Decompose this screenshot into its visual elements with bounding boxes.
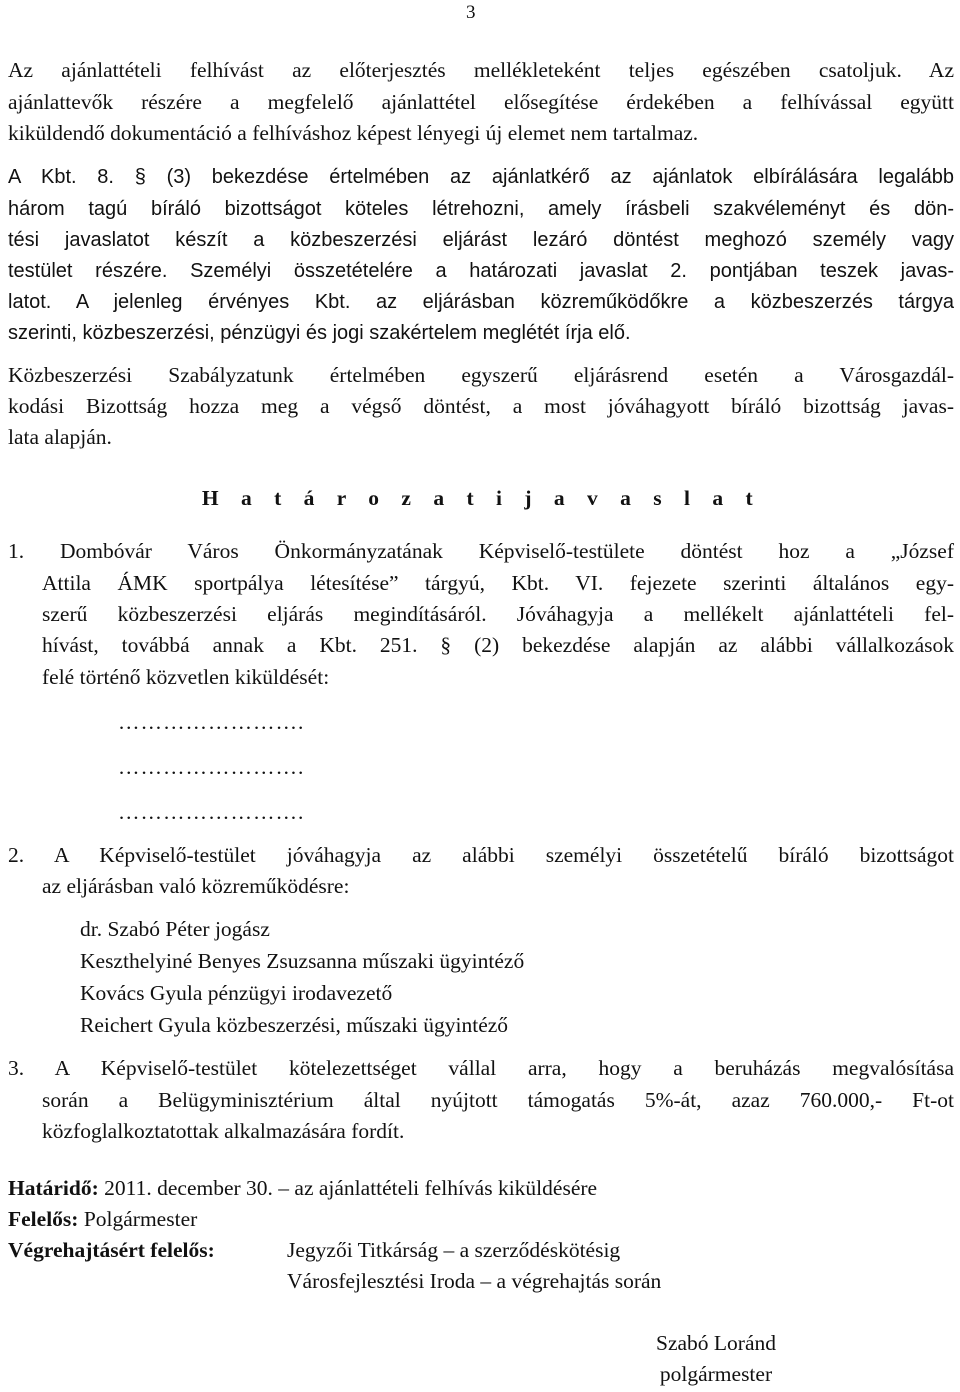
responsible-value: Polgármester xyxy=(83,1207,198,1231)
intro-line-3: kiküldendő dokumentáció a felhíváshoz képest lényegi új elemet nem tartalmaz. xyxy=(8,121,699,145)
item2-line-1: 2. A Képviselő-testület jóváhagyja az alábbi személyi összetételű bíráló bizottságot xyxy=(8,843,954,867)
kbt-line-3: tési javaslatot készít a közbeszerzési eljárást lezáró döntést meghozó személy vagy xyxy=(8,229,954,251)
committee-member-4: Reichert Gyula közbeszerzési, műszaki ügyintéző xyxy=(80,1013,509,1037)
kbt-line-4: testület részére. Személyi összetételére a határozati javaslat 2. pontjában teszek javas- xyxy=(8,260,954,282)
intro-line-1: Az ajánlattételi felhívást az előterjesztés mellékleteként teljes egészében csatoljuk. Az xyxy=(8,58,954,82)
dotted-line-3: ……………………. xyxy=(118,800,305,824)
kbt-line-5: latot. A jelenleg érvényes Kbt. az eljárásban közreműködőkre a közbeszerzés tárgya xyxy=(8,291,954,313)
kbt-line-6: szerinti, közbeszerzési, pénzügyi és jogi szakértelem meglétét írja elő. xyxy=(8,322,631,344)
deadline-row xyxy=(8,1178,597,1200)
item1-line-3: szerű közbeszerzési eljárás megindításáról. Jóváhagyja a mellékelt ajánlattételi fel- xyxy=(42,602,954,626)
page-number: 3 xyxy=(466,2,476,23)
item1-line-2: Attila ÁMK sportpálya létesítése” tárgyú, Kbt. VI. fejezete szerinti általános egy- xyxy=(42,571,954,595)
deadline-value: 2011. december 30. – az ajánlattételi felhívás kiküldésére xyxy=(104,1176,598,1200)
signature-name: Szabó Loránd xyxy=(655,1331,776,1355)
item3-line-3: közfoglalkoztatottak alkalmazására fordít. xyxy=(42,1119,405,1143)
committee-member-2: Keszthelyiné Benyes Zsuzsanna műszaki ügyintéző xyxy=(80,949,525,973)
kbt-line-1: A Kbt. 8. § (3) bekezdése értelmében az ajánlatkérő az ajánlatok elbírálására legalább xyxy=(8,166,954,188)
rules-line-3: lata alapján. xyxy=(8,425,112,449)
responsible-row xyxy=(8,1209,197,1231)
kbt-line-2: három tagú bíráló bizottságot köteles létrehozni, amely írásbeli szakvéleményt és dön- xyxy=(8,198,954,220)
executor-line-1: Jegyzői Titkárság – a szerződéskötésig xyxy=(287,1238,621,1262)
signature-title: polgármester xyxy=(659,1362,773,1386)
item3-line-2: során a Belügyminisztérium által nyújtott támogatás 5%-át, azaz 760.000,- Ft-ot xyxy=(42,1088,954,1112)
item2-line-2: az eljárásban való közreműködésre: xyxy=(42,874,350,898)
rules-line-2: kodási Bizottság hozza meg a végső döntést, a most jóváhagyott bíráló bizottság javas- xyxy=(8,394,954,418)
deadline-label: Határidő: xyxy=(8,1176,99,1200)
item1-line-5: felé történő közvetlen kiküldését: xyxy=(42,665,330,689)
intro-line-2: ajánlattevők részére a megfelelő ajánlattétel elősegítése érdekében a felhívással együtt xyxy=(8,90,954,114)
executor-line-2: Városfejlesztési Iroda – a végrehajtás során xyxy=(287,1269,662,1293)
responsible-label: Felelős: xyxy=(8,1207,79,1231)
resolution-heading: H a t á r o z a t i j a v a s l a t xyxy=(201,486,759,510)
committee-member-3: Kovács Gyula pénzügyi irodavezető xyxy=(80,981,393,1005)
item1-line-4: hívást, továbbá annak a Kbt. 251. § (2) bekezdése alapján az alábbi vállalkozások xyxy=(42,633,954,657)
item1-line-1: 1. Dombóvár Város Önkormányzatának Képviselő-testülete döntést hoz a „József xyxy=(8,539,954,563)
rules-line-1: Közbeszerzési Szabályzatunk értelmében egyszerű eljárásrend esetén a Városgazdál- xyxy=(8,363,954,387)
item3-line-1: 3. A Képviselő-testület kötelezettséget vállal arra, hogy a beruházás megvalósítása xyxy=(8,1056,954,1080)
dotted-line-1: ……………………. xyxy=(118,710,305,734)
committee-member-1: dr. Szabó Péter jogász xyxy=(80,917,270,941)
dotted-line-2: ……………………. xyxy=(118,755,305,779)
executor-label: Végrehajtásért felelős: xyxy=(8,1238,215,1262)
